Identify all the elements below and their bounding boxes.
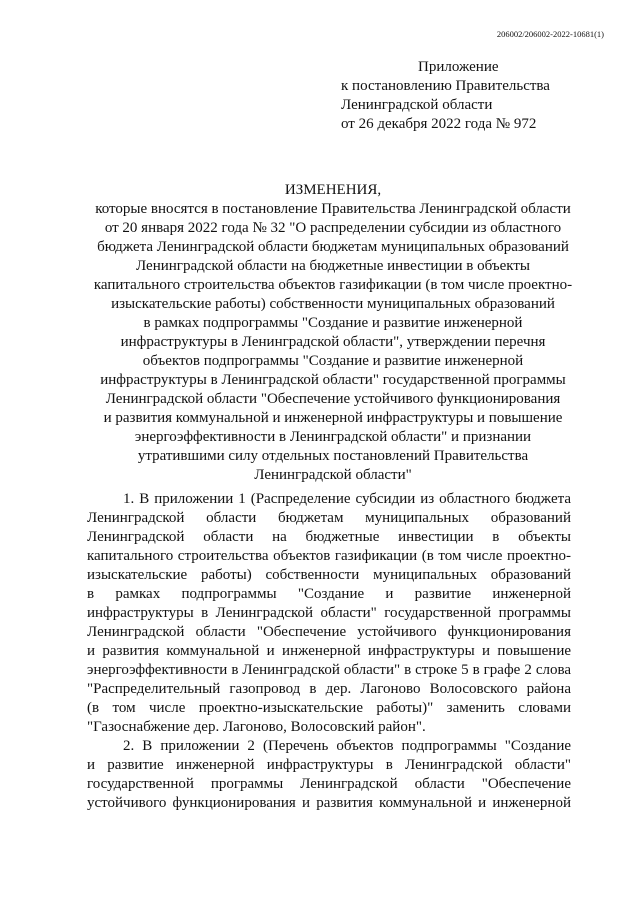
paragraph-1-line: капитального строительства объектов газификации (в том числе проектно- [87, 548, 571, 564]
paragraph-1-line: в рамках подпрограммы "Создание и развитие инженерной [87, 586, 571, 602]
heading-line: капитального строительства объектов газификации (в том числе проектно- [93, 277, 573, 293]
heading-line: Ленинградской области "Обеспечение устойчивого функционирования [105, 391, 561, 407]
appendix-line: к постановлению Правительства [341, 78, 550, 94]
appendix-line: Приложение [418, 59, 499, 75]
paragraph-1-line: 1. В приложении 1 (Распределение субсидии из областного бюджета [123, 491, 571, 507]
heading-line: в рамках подпрограммы "Создание и развитие инженерной [143, 315, 523, 331]
paragraph-1-line: "Распределительный газопровод в дер. Лагоново Волосовского района [87, 681, 571, 697]
paragraph-1-line: энергоэффективности в Ленинградской области" в строке 5 в графе 2 слова [87, 662, 571, 678]
heading-line: объектов подпрограммы "Создание и развитие инженерной [142, 353, 524, 369]
paragraph-1-line: изыскательские работы) собственности муниципальных образований [87, 567, 571, 583]
heading-line: и развития коммунальной и инженерной инфраструктуры и повышение [103, 410, 563, 426]
appendix-line: от 26 декабря 2022 года № 972 [341, 116, 537, 132]
paragraph-1-line: Ленинградской области "Обеспечение устойчивого функционирования [87, 624, 571, 640]
paragraph-1-line: "Газоснабжение дер. Лагоново, Волосовский район". [87, 719, 426, 735]
paragraph-2-line: устойчивого функционирования и развития коммунальной и инженерной [87, 795, 571, 811]
paragraph-1-line: (в том числе проектно-изыскательские работы)" заменить словами [87, 700, 571, 716]
paragraph-2-line: 2. В приложении 2 (Перечень объектов подпрограммы "Создание [123, 738, 571, 754]
heading-line: утратившими силу отдельных постановлений Правительства [137, 448, 529, 464]
paragraph-1-line: Ленинградской области бюджетам муниципальных образований [87, 510, 571, 526]
paragraph-1-line: Ленинградской области на бюджетные инвестиции в объекты [87, 529, 571, 545]
document-heading [60, 181, 606, 485]
heading-line: которые вносятся в постановление Правительства Ленинградской области [95, 201, 571, 217]
appendix-reference [341, 58, 550, 134]
paragraph-1-line: и развития коммунальной и инженерной инфраструктуры и повышение [87, 643, 571, 659]
heading-title: ИЗМЕНЕНИЯ, [284, 182, 382, 198]
paragraph-2-line: государственной программы Ленинградской области "Обеспечение [87, 776, 571, 792]
heading-line: Ленинградской области" [254, 467, 412, 483]
heading-line: инфраструктуры в Ленинградской области", утверждении перечня [120, 334, 546, 350]
document-body [87, 490, 571, 813]
heading-line: изыскательские работы) собственности муниципальных образований [111, 296, 555, 312]
paragraph-2-line: и развитие инженерной инфраструктуры в Ленинградской области" [87, 757, 571, 773]
heading-line: Ленинградской области на бюджетные инвестиции в объекты [135, 258, 531, 274]
heading-line: инфраструктуры в Ленинградской области" государственной программы [100, 372, 566, 388]
document-registration-number: 206002/206002-2022-10681(1) [496, 29, 604, 39]
heading-line: от 20 января 2022 года № 32 "О распределении субсидии из областного [104, 220, 562, 236]
heading-line: бюджета Ленинградской области бюджетам муниципальных образований [97, 239, 569, 255]
heading-line: энергоэффективности в Ленинградской области" и признании [134, 429, 532, 445]
paragraph-1-line: инфраструктуры в Ленинградской области" государственной программы [87, 605, 571, 621]
appendix-line: Ленинградской области [341, 97, 493, 113]
